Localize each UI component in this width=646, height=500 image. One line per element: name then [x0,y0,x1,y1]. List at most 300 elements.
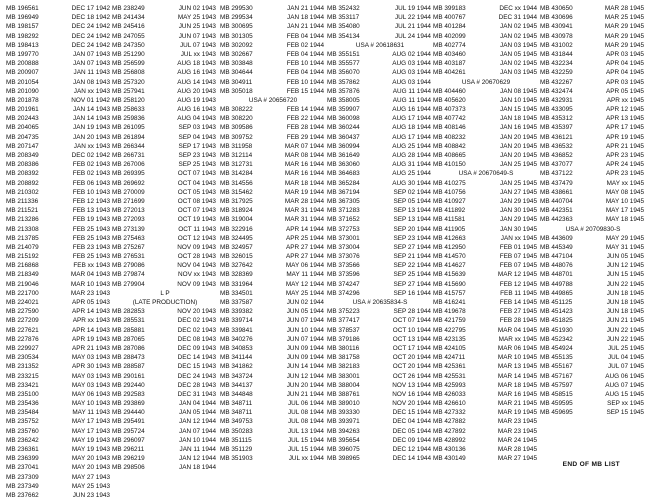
list-row [327,169,433,178]
date: AUG 16 1943 [177,69,216,77]
date: FEB 07 1945 [499,253,537,261]
serial-number: MB 354080 [327,23,360,31]
list-row [112,105,218,114]
serial-number: MB 198413 [6,41,39,49]
list-row [540,307,646,316]
list-row [327,326,433,335]
serial-number: MB 348711 [220,400,253,408]
list-row [6,491,112,500]
column-4 [327,4,433,463]
date: JAN 07 1943 [73,60,110,68]
serial-number: MB 451825 [540,317,573,325]
list-row [6,41,112,50]
serial-number: MB 449865 [540,289,573,297]
date: NOV 20 1944 [392,400,431,408]
date: SEP 27 1944 [393,280,431,288]
date: FEB 06 1943 [72,179,110,187]
date: JAN 11 1943 [73,69,110,77]
date: APR 24 1945 [605,161,644,169]
date: APR 03 1945 [605,78,644,86]
serial-number: MB 198157 [6,23,39,31]
list-row [433,362,539,371]
date: JUL 22 1944 [394,14,431,22]
list-row [220,298,326,307]
serial-number: MB 457167 [540,372,573,380]
serial-number: MB 213286 [6,216,39,224]
serial-number: MB 210302 [6,188,39,196]
list-row [327,87,433,96]
date: APR 14 1943 [71,308,110,316]
list-row [112,78,218,87]
serial-number: MB 235436 [6,400,39,408]
date: JAN 14 1943 [73,115,110,123]
date: FEB 04 1944 [286,50,324,58]
list-row [433,123,539,132]
date: SEP 13 1944 [393,216,431,224]
list-row [327,399,433,408]
serial-number: MB 261894 [112,133,145,141]
serial-number: MB 229927 [6,344,39,352]
list-row [220,87,326,96]
serial-number: MB 215192 [6,253,39,261]
serial-number: MB 424711 [433,354,466,362]
date: MAR xx 1945 [498,335,537,343]
date: SEP 25 1944 [393,271,431,279]
serial-number: MB 235752 [6,418,39,426]
list-row [327,362,433,371]
serial-number: MB 393971 [327,418,360,426]
date: JUL xx 1943 [180,50,216,58]
serial-number: MB 373076 [327,253,360,261]
list-row [540,344,646,353]
serial-number: MB 256599 [112,60,145,68]
date: JAN 29 1945 [500,197,537,205]
serial-number: MB 388004 [327,381,360,389]
list-row [6,390,112,399]
list-row [6,454,112,463]
serial-number: MB 328369 [220,271,253,279]
list-row [112,252,218,261]
list-row [433,68,539,77]
serial-number: MB 423135 [433,335,466,343]
list-row [327,197,433,206]
list-row [112,353,218,362]
list-row [433,133,539,142]
serial-number: MB 426033 [433,390,466,398]
date: JAN 10 1944 [179,436,216,444]
list-row [433,445,539,454]
serial-number: MB 227876 [6,335,39,343]
serial-number: MB 287065 [112,335,145,343]
list-row [327,243,433,252]
date: MAR 25 1945 [604,14,644,22]
list-row [220,316,326,325]
serial-number: MB 247350 [112,41,145,49]
list-row [220,335,326,344]
date: SEP 15 1945 [606,409,644,417]
date: FEB 13 1943 [72,207,110,215]
list-row [220,270,326,279]
list-row [112,151,218,160]
list-row [6,252,112,261]
list-row [220,197,326,206]
serial-number: MB 341144 [220,354,253,362]
list-row [327,50,433,59]
serial-number: MB 292440 [112,381,145,389]
serial-number: MB 201961 [6,106,39,114]
list-row [6,50,112,59]
list-row [433,32,539,41]
date: AUG 11 1944 [392,96,431,104]
list-row [540,188,646,197]
list-row [6,22,112,31]
date: JUN 14 1944 [286,363,324,371]
list-row [6,78,112,87]
date: JAN 25 1945 [500,179,537,187]
serial-number: MB 410927 [433,197,466,205]
serial-number: MB 285881 [112,326,145,334]
date: MAR 07 1944 [284,142,324,150]
date: MAR 19 1944 [284,188,324,196]
serial-number: MB 445349 [540,243,573,251]
list-row [220,22,326,31]
serial-number: MB 271699 [112,197,145,205]
serial-number: MB 298506 [112,464,145,472]
date: APR 14 1944 [285,225,324,233]
date: OCT 07 1943 [177,170,216,178]
serial-number: MB 427882 [433,418,466,426]
list-row [433,41,539,50]
date: MAR 08 1944 [284,152,324,159]
list-row [220,142,326,151]
list-row [540,87,646,96]
date: JAN 14 1943 [73,106,110,114]
date: JUN 18 1945 [606,289,644,297]
serial-number: MB 452342 [540,335,573,343]
list-row [540,298,646,307]
serial-number: MB 432474 [540,87,573,95]
list-row [6,179,112,188]
list-row [433,252,539,261]
list-row [6,114,112,123]
section-header [112,298,218,307]
serial-number: MB 324957 [220,243,253,251]
list-row [112,133,218,142]
date: DEC 18 1942 [71,14,110,22]
list-row [220,445,326,454]
list-row [112,234,218,243]
serial-number: MB 341862 [220,363,253,371]
list-row [433,261,539,270]
list-row [433,243,539,252]
date: DEC 17 1942 [71,5,110,12]
date: JAN 18 1944 [287,14,324,22]
date: MAY 11 1944 [286,271,324,279]
date: DEC 24 1942 [71,41,110,49]
date: MAR 16 1945 [497,390,537,398]
serial-number: MB 257941 [112,87,145,95]
list-row [433,225,539,234]
list-row [327,417,433,426]
list-row [433,87,539,96]
list-row [327,133,433,142]
date: JUN 07 1944 [286,317,324,325]
date: AUG 18 1944 [392,124,431,132]
date: FEB 02 1943 [72,161,110,169]
list-row [327,225,433,234]
serial-number: MB 389010 [327,400,360,408]
list-row [112,59,218,68]
list-row [433,206,539,215]
list-row [112,408,218,417]
date: APR 21 1945 [605,142,644,150]
date: JUL xx 1944 [288,455,324,463]
date: AUG 16 1944 [392,106,431,114]
serial-number: MB 339714 [220,317,253,325]
list-row [540,206,646,215]
date: MAY 25 1944 [285,289,324,297]
list-row [327,142,433,151]
list-row [6,362,112,371]
serial-number: MB 304911 [220,78,253,86]
serial-number: MB 288473 [112,354,145,362]
date: AUG 19 1943 [177,96,216,104]
serial-number: MB 426610 [433,400,466,408]
list-row [6,417,112,426]
serial-number: MB 301305 [220,32,253,40]
date: JAN 07 1943 [73,50,110,58]
date: FEB 27 1945 [499,308,537,316]
serial-number: MB 305018 [220,87,253,95]
list-row [112,436,218,445]
serial-number: MB 211521 [6,207,39,215]
serial-number: MB 324495 [220,234,253,242]
date: FEB 10 1943 [72,188,110,196]
date: APR 27 1944 [285,243,324,251]
serial-number: MB 402099 [433,32,466,40]
date: JUN 02 1943 [178,5,216,12]
date: JAN 21 1944 [287,5,324,12]
serial-number: MB 432267 [540,78,573,86]
serial-number: MB 296219 [112,455,145,463]
list-row [112,50,218,59]
date: JAN 08 1943 [73,78,110,86]
serial-number: MB 251290 [112,50,145,58]
date: JAN xx 1943 [73,87,110,95]
date: JUN 07 1943 [178,32,216,40]
serial-number: MB 373001 [327,234,360,242]
serial-number: MB 415757 [433,289,466,297]
list-row [433,59,539,68]
serial-number: MB 438661 [540,188,573,196]
list-row [327,13,433,22]
date: MAY 25 1943 [71,482,110,490]
date: JAN 02 1945 [500,32,537,40]
date: NOV 13 1944 [392,381,431,389]
serial-number: MB 235760 [6,427,39,435]
serial-number: MB 198292 [6,32,39,40]
date: APR 23 1945 [605,152,644,159]
list-row [540,22,646,31]
date: DEC 15 1943 [177,363,216,371]
serial-number: MB 334501 [220,289,253,297]
serial-number: MB 373596 [327,271,360,279]
serial-number: MB 279904 [112,280,145,288]
date: FEB 11 1945 [500,289,537,297]
column-2 [112,4,218,473]
serial-number: MB 270009 [112,188,145,196]
date: DEC 02 1943 [177,317,216,325]
serial-number: MB 415639 [433,271,466,279]
date: APR 21 1943 [71,344,110,352]
serial-number: MB 411905 [433,225,466,233]
date: MAY 03 1943 [71,381,110,389]
serial-number: MB 455135 [540,354,573,362]
list-row [327,344,433,353]
list-row [540,372,646,381]
serial-number: MB 294440 [112,409,145,417]
date: MAR 24 1945 [497,436,537,444]
list-row [540,160,646,169]
date: JAN 08 1945 [500,87,537,95]
date: JUL 21 1944 [394,23,431,31]
date: JAN xx 1945 [500,234,537,242]
date: MAR 23 1945 [497,418,537,426]
serial-number: MB 269395 [112,170,145,178]
serial-number: MB 436852 [540,152,573,159]
date: JAN 18 1945 [500,115,537,123]
list-row [327,353,433,362]
serial-number: MB 258633 [112,106,145,114]
list-row [6,372,112,381]
list-row [6,197,112,206]
list-row [220,261,326,270]
list-row [6,473,112,482]
date: JUN 15 1945 [606,271,644,279]
list-row [6,206,112,215]
serial-number: MB 339841 [220,326,253,334]
serial-number: MB 258120 [112,96,145,104]
date: DEC 09 1944 [392,436,431,444]
serial-number: MB 241434 [112,14,145,22]
date: JUN 10 1944 [286,326,324,334]
list-row [112,463,218,472]
list-row [112,243,218,252]
serial-number: MB 299534 [220,14,253,22]
list-row [220,50,326,59]
serial-number: MB 208392 [6,170,39,178]
date: APR 03 1945 [605,50,644,58]
list-row [220,307,326,316]
date: AUG 03 1944 [392,78,431,86]
date: OCT 12 1943 [177,234,216,242]
serial-number: MB 436121 [540,133,573,141]
serial-number: MB 340276 [220,335,253,343]
date: JUN 22 1945 [606,335,644,343]
serial-number: MB 432234 [540,60,573,68]
list-row [433,289,539,298]
date: JAN 05 1945 [500,50,537,58]
list-row [112,13,218,22]
list-row [112,197,218,206]
serial-number: MB 432931 [540,96,573,104]
list-row [327,390,433,399]
serial-number: MB 451423 [540,308,573,316]
serial-number: MB 235100 [6,390,39,398]
date: MAR 04 1945 [497,326,537,334]
list-row [6,326,112,335]
date: FEB 29 1944 [286,133,324,141]
list-row [327,206,433,215]
serial-number: MB 200907 [6,69,39,77]
date: DEC 05 1944 [392,427,431,435]
serial-number: MB 236361 [6,446,39,453]
list-row [6,234,112,243]
list-row [6,399,112,408]
date: JUL 15 1944 [287,446,324,453]
list-row [433,381,539,390]
date: MAY 17 1943 [71,418,110,426]
date: MAR 13 1945 [497,363,537,371]
list-row [112,445,218,454]
date: APR 05 1945 [605,87,644,95]
serial-number: MB 221700 [6,289,39,297]
date: JAN 16 1945 [500,124,537,132]
date: MAY 25 1943 [177,14,216,22]
date: NOV 16 1944 [392,390,431,398]
list-row [433,353,539,362]
serial-number: MB 436532 [540,142,573,150]
list-row [540,335,646,344]
date: DEC 28 1943 [177,381,216,389]
date: FEB 12 1943 [72,197,110,205]
serial-number: MB 400767 [433,14,466,22]
date: APR xx 1943 [72,317,110,325]
date: SEP 23 1944 [393,234,431,242]
date: OCT 19 1943 [177,216,216,224]
serial-number: MB 395654 [327,436,360,444]
date: APR 05 1943 [71,299,110,306]
serial-number: MB 442363 [540,216,573,224]
list-row [327,114,433,123]
list-row [6,188,112,197]
serial-number: MB 257320 [112,78,145,86]
date: JUN 02 1944 [286,299,324,306]
date: OCT 20 1944 [392,354,431,362]
list-row [220,326,326,335]
list-row [220,280,326,289]
list-row [220,390,326,399]
date: JUN 05 1945 [606,253,644,261]
serial-number: MB 375223 [327,308,360,316]
serial-number: MB 416241 [433,299,466,306]
serial-number: MB 224021 [6,299,39,306]
list-row [433,160,539,169]
list-row [433,142,539,151]
list-row [540,326,646,335]
serial-number: MB 371652 [327,216,360,224]
serial-number: MB 393330 [327,409,360,417]
serial-number: MB 379186 [327,335,360,343]
serial-number: MB 367194 [327,188,360,196]
serial-number: MB 442351 [540,207,573,215]
date: JAN 05 1944 [179,409,216,417]
serial-number: MB 430696 [540,14,573,22]
list-row [112,179,218,188]
date: FEB 14 1945 [499,299,537,306]
date: JAN 29 1945 [500,216,537,224]
date: AUG 20 1943 [177,87,216,95]
